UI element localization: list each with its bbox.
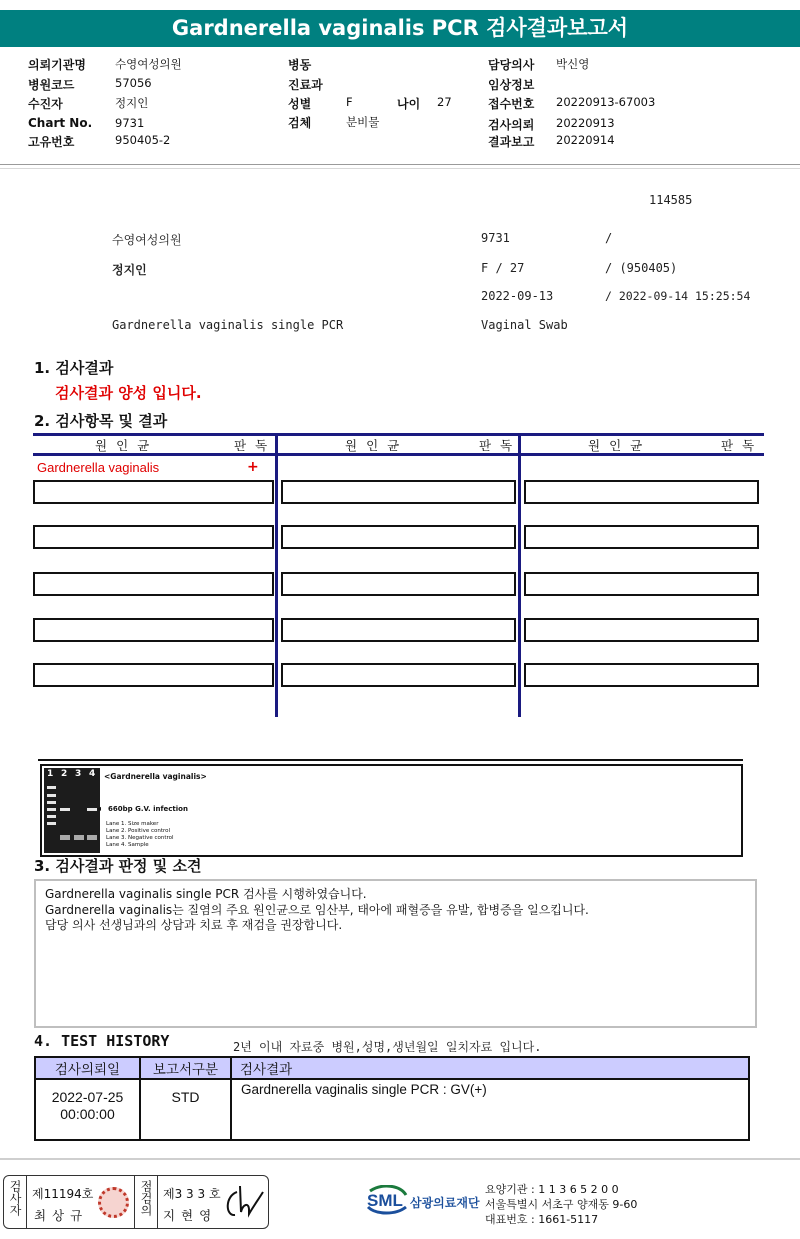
- summary-specimen: Vaginal Swab: [481, 318, 568, 332]
- examiner-name: 최 상 규: [34, 1208, 84, 1223]
- gel-sample-band: [87, 808, 97, 811]
- col3-pathogen-header: 원인균: [588, 438, 652, 453]
- gel-legend-item: Lane 3. Negative control: [106, 835, 174, 841]
- col1-judgement-header: 판독: [234, 438, 277, 453]
- gel-lane-label: 4: [89, 769, 96, 779]
- report-id: 114585: [649, 193, 693, 207]
- summary-birth: / (950405): [605, 261, 678, 275]
- dept-label: 진료과: [288, 78, 323, 92]
- sex-label: 성별: [288, 97, 312, 111]
- report-date-value: 20220914: [556, 133, 615, 147]
- gel-primer-dimer: [74, 835, 84, 840]
- section2-title: 2. 검사항목 및 결과: [34, 412, 168, 430]
- finding-line: Gardnerella vaginalis single PCR 검사를 시행하였습니다.: [45, 887, 367, 901]
- grid-divider-1: [275, 433, 278, 717]
- gel-separator-line: [38, 759, 743, 761]
- col2-pathogen-header: 원인균: [345, 438, 409, 453]
- summary-test: Gardnerella vaginalis single PCR: [112, 318, 344, 332]
- logo-text: SML: [367, 1191, 403, 1210]
- col2-judgement-header: 판독: [479, 438, 522, 453]
- empty-result-box: [33, 663, 274, 687]
- table-row: [35, 1079, 749, 1140]
- sig-divider: [157, 1176, 158, 1228]
- gel-lane-label: 1: [47, 769, 54, 779]
- gel-primer-dimer: [87, 835, 97, 840]
- finding-line: Gardnerella vaginalis는 질염의 주요 원인균으로 임산부, 태아에 패혈증을 유발, 합병증을 일으킵니다.: [45, 903, 589, 917]
- sig-divider: [26, 1176, 27, 1228]
- inspector-label: 점검의: [139, 1180, 153, 1216]
- receipt-no-value: 20220913-67003: [556, 95, 656, 109]
- signature-icon: [223, 1182, 267, 1222]
- history-result: Gardnerella vaginalis single PCR : GV(+): [231, 1079, 749, 1140]
- clinic-value: 수영여성의원: [115, 57, 182, 71]
- empty-result-box: [524, 618, 759, 642]
- report-title: Gardnerella vaginalis PCR 검사결과보고서: [0, 10, 800, 47]
- history-type: STD: [140, 1079, 231, 1140]
- empty-result-box: [281, 663, 516, 687]
- empty-result-box: [281, 572, 516, 596]
- section1-title: 1. 검사결과: [34, 359, 114, 377]
- history-table: [34, 1056, 750, 1141]
- sig-divider: [134, 1176, 135, 1228]
- org-name: 삼광의료재단: [410, 1196, 480, 1210]
- header-divider-1: [0, 164, 800, 165]
- gel-lane-label: 3: [75, 769, 82, 779]
- empty-result-box: [33, 618, 274, 642]
- hospital-code-value: 57056: [115, 76, 152, 90]
- org-info: [485, 1182, 637, 1227]
- result-item-name: Gardnerella vaginalis: [37, 460, 160, 475]
- org-code: 요양기관 : 1 1 3 6 5 2 0 0: [485, 1183, 619, 1196]
- history-col-date: 검사의뢰일: [35, 1057, 140, 1079]
- empty-result-box: [524, 480, 759, 504]
- age-label: 나이: [397, 97, 421, 111]
- doctor-label: 담당의사: [488, 58, 535, 72]
- chart-no-label: Chart No.: [28, 116, 93, 130]
- gel-ladder-band: [47, 815, 56, 818]
- gel-arrow: ◂: [97, 804, 102, 813]
- unique-no-value: 950405-2: [115, 133, 171, 147]
- empty-result-box: [33, 525, 274, 549]
- history-date-cell: [35, 1079, 140, 1140]
- gel-primer-dimer: [60, 835, 70, 840]
- history-col-result: 검사결과: [231, 1057, 749, 1079]
- history-date: 2022-07-25: [51, 1089, 124, 1105]
- empty-result-box: [281, 480, 516, 504]
- gel-legend: [106, 821, 174, 849]
- gel-ladder-band: [47, 794, 56, 797]
- gel-heading: <Gardnerella vaginalis>: [104, 772, 207, 781]
- section1-result: 검사결과 양성 입니다.: [55, 384, 202, 402]
- gel-band-label: 660bp G.V. infection: [108, 805, 188, 813]
- org-phone: 대표번호 : 1661-5117: [485, 1213, 599, 1226]
- age-value: 27: [437, 95, 452, 109]
- unique-no-label: 고유번호: [28, 135, 75, 149]
- grid-divider-2: [518, 433, 521, 717]
- summary-chart-no: 9731: [481, 231, 510, 245]
- col1-pathogen-header: 원인균: [95, 438, 159, 453]
- history-table-wrap: [34, 1056, 750, 1141]
- gel-legend-item: Lane 4. Sample: [106, 842, 149, 848]
- receipt-no-label: 접수번호: [488, 97, 535, 111]
- sex-value: F: [346, 95, 353, 109]
- inspector-name: 지 현 영: [163, 1208, 213, 1223]
- result-grid: [33, 433, 764, 717]
- empty-result-box: [524, 572, 759, 596]
- examiner-seal: [98, 1187, 129, 1218]
- clinic-label: 의뢰기관명: [28, 58, 86, 72]
- hospital-code-label: 병원코드: [28, 78, 75, 92]
- specimen-value: 분비물: [346, 115, 380, 129]
- gel-legend-item: Lane 1. Size maker: [106, 821, 159, 827]
- gel-lane-label: 2: [61, 769, 68, 779]
- header-divider-2: [0, 168, 800, 169]
- patient-label: 수진자: [28, 97, 63, 111]
- findings-box: [34, 879, 757, 1028]
- clinical-info-label: 임상정보: [488, 78, 535, 92]
- gel-legend-item: Lane 2. Positive control: [106, 828, 171, 834]
- gel-positive-band: [60, 808, 70, 811]
- empty-result-box: [281, 525, 516, 549]
- chart-no-value: 9731: [115, 116, 145, 130]
- examiner-no: 제11194호: [32, 1187, 94, 1201]
- request-date-value: 20220913: [556, 116, 615, 130]
- summary-reported: / 2022-09-14 15:25:54: [605, 289, 751, 303]
- summary-sex-age: F / 27: [481, 261, 525, 275]
- patient-value: 정지인: [115, 96, 149, 110]
- footer-divider: [0, 1158, 800, 1160]
- empty-result-box: [524, 663, 759, 687]
- history-col-type: 보고서구분: [140, 1057, 231, 1079]
- gel-ladder-band: [47, 801, 56, 804]
- request-date-label: 검사의뢰: [488, 118, 535, 132]
- examiner-label: 검사자: [8, 1180, 22, 1216]
- inspector-no: 제3 3 3 호: [163, 1187, 221, 1201]
- gel-photo: [44, 768, 100, 853]
- summary-received: 2022-09-13: [481, 289, 554, 303]
- report-date-label: 결과보고: [488, 135, 535, 149]
- empty-result-box: [33, 572, 274, 596]
- org-address: 서울특별시 서초구 양재동 9-60: [485, 1198, 638, 1211]
- history-time: 00:00:00: [60, 1106, 115, 1122]
- history-note: 2년 이내 자료중 병원,성명,생년월일 일치자료 입니다.: [233, 1040, 542, 1054]
- gel-image-frame: [40, 764, 743, 857]
- summary-clinic: 수영여성의원: [112, 233, 182, 247]
- gel-ladder-band: [47, 822, 56, 825]
- summary-patient: 정지인: [112, 263, 147, 277]
- gel-ladder-band: [47, 786, 56, 789]
- section3-title: 3. 검사결과 판정 및 소견: [34, 857, 202, 875]
- ward-label: 병동: [288, 58, 312, 72]
- gel-ladder-band: [47, 808, 56, 811]
- empty-result-box: [281, 618, 516, 642]
- finding-line: 담당 의사 선생님과의 상담과 치료 후 재검을 권장합니다.: [45, 918, 343, 932]
- empty-result-box: [524, 525, 759, 549]
- specimen-label: 검체: [288, 116, 312, 130]
- signature-box: [3, 1175, 269, 1229]
- doctor-value: 박신영: [556, 57, 590, 71]
- summary-slash: /: [605, 231, 613, 245]
- empty-result-box: [33, 480, 274, 504]
- col3-judgement-header: 판독: [721, 438, 764, 453]
- header-info: [0, 52, 800, 152]
- section4-title: 4. TEST HISTORY: [34, 1032, 170, 1050]
- result-item-judgement: +: [247, 459, 259, 475]
- sml-logo: [366, 1185, 408, 1215]
